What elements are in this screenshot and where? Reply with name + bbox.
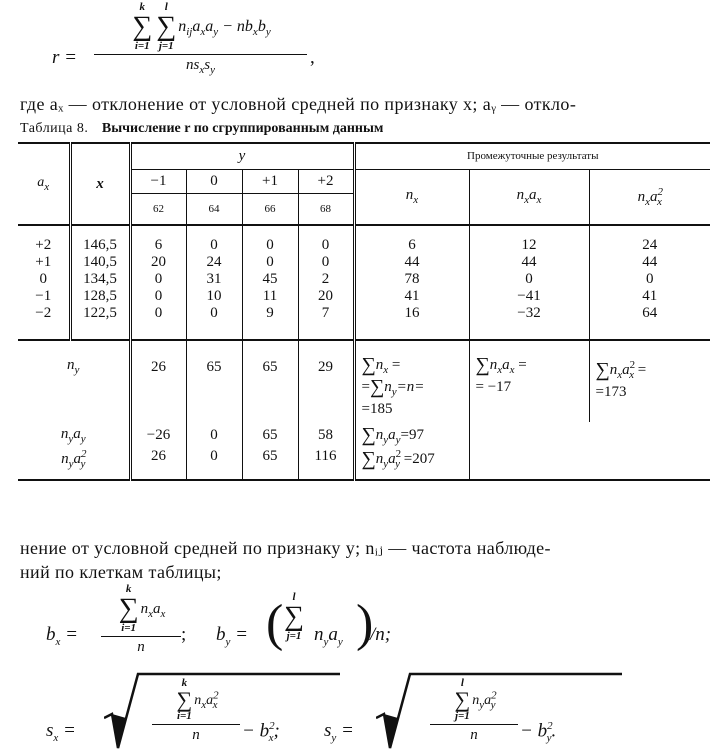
cell-x: 122,5 xyxy=(70,305,130,322)
cell-count: 0 xyxy=(130,271,186,288)
cell-nyay: 58 xyxy=(298,422,354,448)
cell-ax: −2 xyxy=(35,305,52,321)
totals-nyay2-row xyxy=(18,448,710,480)
label-nyay: $n_ya_y$ xyxy=(60,425,86,445)
header-ax: $a_x$ xyxy=(18,143,70,225)
totals-ny-row xyxy=(18,340,710,422)
formula-denominator: $ns_xs_y$ xyxy=(94,54,307,76)
cell-ax: +2 xyxy=(35,237,52,253)
cell-nx: 44 xyxy=(354,254,469,271)
y-value-2: 64 xyxy=(186,193,242,225)
cell-nxax2: 24 xyxy=(589,237,710,254)
cell-nyay: −26 xyxy=(130,422,186,448)
header-nxax2: $n_xa^2_x$ xyxy=(589,169,710,225)
cell-x: 134,5 xyxy=(70,271,130,288)
sy-formula: $s_y$ = l ∑ j=1 $n_ya^2_y$ n − $b^2_y$. xyxy=(324,670,604,750)
cell-nxax2: 0 xyxy=(589,271,710,288)
cell-nxax: 0 xyxy=(469,271,589,288)
sum-nxax2-cell: $\sum n_xa^2_x$ = =173 xyxy=(589,340,710,422)
cell-count: 0 xyxy=(186,305,242,322)
cell-count: 0 xyxy=(298,237,354,254)
cell-count: 9 xyxy=(242,305,298,322)
label-ny: $n_y$ xyxy=(67,357,80,376)
y-code-1: −1 xyxy=(130,169,186,193)
paragraph-line-3: ний по клеткам таблицы; xyxy=(20,562,222,582)
cell-nyay2: 0 xyxy=(186,448,242,480)
header-nxax: $n_xa_x$ xyxy=(469,169,589,225)
cell-count: 0 xyxy=(130,305,186,322)
table-caption-label: Таблица 8. xyxy=(20,121,89,136)
table-row xyxy=(18,237,710,254)
cell-ny: 65 xyxy=(186,340,242,422)
cell-nxax: 12 xyxy=(469,237,589,254)
table-row xyxy=(18,305,710,322)
cell-count: 0 xyxy=(242,254,298,271)
sum-nx-cell: $\sum n_x$ = $=\sum n_y=n=$ =185 xyxy=(354,340,469,422)
cell-count: 11 xyxy=(242,288,298,305)
cell-ny: 26 xyxy=(130,340,186,422)
cell-x: 140,5 xyxy=(70,254,130,271)
totals-nyay-row xyxy=(18,422,710,448)
cell-count: 10 xyxy=(186,288,242,305)
header-intermediate: Промежуточные результаты xyxy=(354,143,710,169)
cell-nxax2: 41 xyxy=(589,288,710,305)
sum-symbol-j: l ∑ j=1 xyxy=(156,1,177,52)
cell-nx: 16 xyxy=(354,305,469,322)
cell-count: 2 xyxy=(298,271,354,288)
cell-nyay2: 116 xyxy=(298,448,354,480)
cell-ax: −1 xyxy=(35,288,52,304)
y-value-1: 62 xyxy=(130,193,186,225)
cell-ny: 65 xyxy=(242,340,298,422)
y-value-4: 68 xyxy=(298,193,354,225)
correlation-formula xyxy=(52,2,342,86)
cell-ax: 0 xyxy=(39,271,47,287)
cell-count: 24 xyxy=(186,254,242,271)
formula-fraction xyxy=(94,2,307,76)
y-code-2: 0 xyxy=(186,169,242,193)
table-row xyxy=(18,254,710,271)
cell-count: 20 xyxy=(130,254,186,271)
y-code-4: +2 xyxy=(298,169,354,193)
numerator-term: $n_{ij}a_xa_y - nb_xb_y$ xyxy=(178,18,271,39)
cell-ax: +1 xyxy=(35,254,52,270)
by-formula: $b_y$ = ( l ∑ j=1 $n_ya_y$ ) /n; xyxy=(216,591,392,652)
cell-nx: 41 xyxy=(354,288,469,305)
label-nyay2: $n_ya^2_y$ xyxy=(18,448,130,480)
formula-comma: , xyxy=(310,47,315,68)
cell-nxax: −32 xyxy=(469,305,589,322)
cell-nyay2: 65 xyxy=(242,448,298,480)
sum-nxax-cell: $\sum n_xa_x$ = = −17 xyxy=(469,340,589,422)
sum-nyay-cell: $\sum n_ya_y=97$ xyxy=(354,422,469,448)
cell-nyay: 0 xyxy=(186,422,242,448)
cell-count: 45 xyxy=(242,271,298,288)
cell-nxax2: 64 xyxy=(589,305,710,322)
table-row xyxy=(18,271,710,288)
y-code-3: +1 xyxy=(242,169,298,193)
formula-lhs: r = xyxy=(52,47,77,68)
paragraph-line-2: нение от условной средней по признаку y; nᵢⱼ — частота наблюде- xyxy=(20,538,551,558)
table-caption-title: Вычисление r по сгруппированным данным xyxy=(101,121,384,136)
cell-nyay2: 26 xyxy=(130,448,186,480)
table-row xyxy=(18,288,710,305)
data-table xyxy=(18,142,710,481)
cell-count: 6 xyxy=(130,237,186,254)
header-nx: $n_x$ xyxy=(354,169,469,225)
cell-nyay: 65 xyxy=(242,422,298,448)
cell-count: 0 xyxy=(130,288,186,305)
sx-formula: $s_x$ = k ∑ i=1 $n_xa^2_x$ n − $b^2_x$; xyxy=(46,670,326,750)
cell-nxax2: 44 xyxy=(589,254,710,271)
paragraph-line-1: где aₓ — отклонение от условной средней по признаку x; aᵧ — откло- xyxy=(20,94,577,114)
cell-x: 128,5 xyxy=(70,288,130,305)
cell-count: 0 xyxy=(242,237,298,254)
table-caption xyxy=(20,121,383,137)
cell-count: 0 xyxy=(298,254,354,271)
cell-count: 7 xyxy=(298,305,354,322)
sum-nyay2-cell: $\sum n_ya^2_y =207$ xyxy=(354,448,469,480)
cell-count: 20 xyxy=(298,288,354,305)
cell-count: 0 xyxy=(186,237,242,254)
cell-count: 31 xyxy=(186,271,242,288)
header-x: x xyxy=(70,143,130,225)
y-value-3: 66 xyxy=(242,193,298,225)
cell-nxax: −41 xyxy=(469,288,589,305)
cell-nxax: 44 xyxy=(469,254,589,271)
sum-symbol-i: k ∑ i=1 xyxy=(132,1,153,52)
cell-ny: 29 xyxy=(298,340,354,422)
cell-nx: 6 xyxy=(354,237,469,254)
header-y: y xyxy=(130,143,354,169)
cell-x: 146,5 xyxy=(70,237,130,254)
bx-formula: $b_x$ = k ∑ i=1 $n_xa_x$ n ; xyxy=(46,583,187,655)
cell-nx: 78 xyxy=(354,271,469,288)
